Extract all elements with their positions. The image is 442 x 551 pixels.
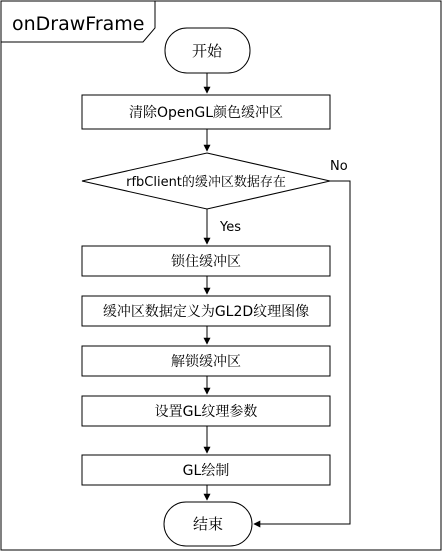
clear-buffer-label: 清除OpenGL颜色缓冲区	[128, 105, 284, 121]
lock-buffer-label: 锁住缓冲区	[171, 254, 241, 270]
branch-no-label: No	[330, 159, 348, 174]
frame-title: onDrawFrame	[12, 13, 145, 35]
end-label: 结束	[192, 515, 224, 533]
decision-label: rfbClient的缓冲区数据存在	[126, 175, 286, 190]
gl-draw-label: GL绘制	[182, 463, 230, 479]
define-texture-label: 缓冲区数据定义为GL2D纹理图像	[102, 304, 310, 320]
start-label: 开始	[191, 42, 223, 60]
set-params-label: 设置GL纹理参数	[154, 404, 258, 420]
unlock-buffer-label: 解锁缓冲区	[171, 354, 241, 370]
branch-yes-label: Yes	[220, 220, 241, 235]
